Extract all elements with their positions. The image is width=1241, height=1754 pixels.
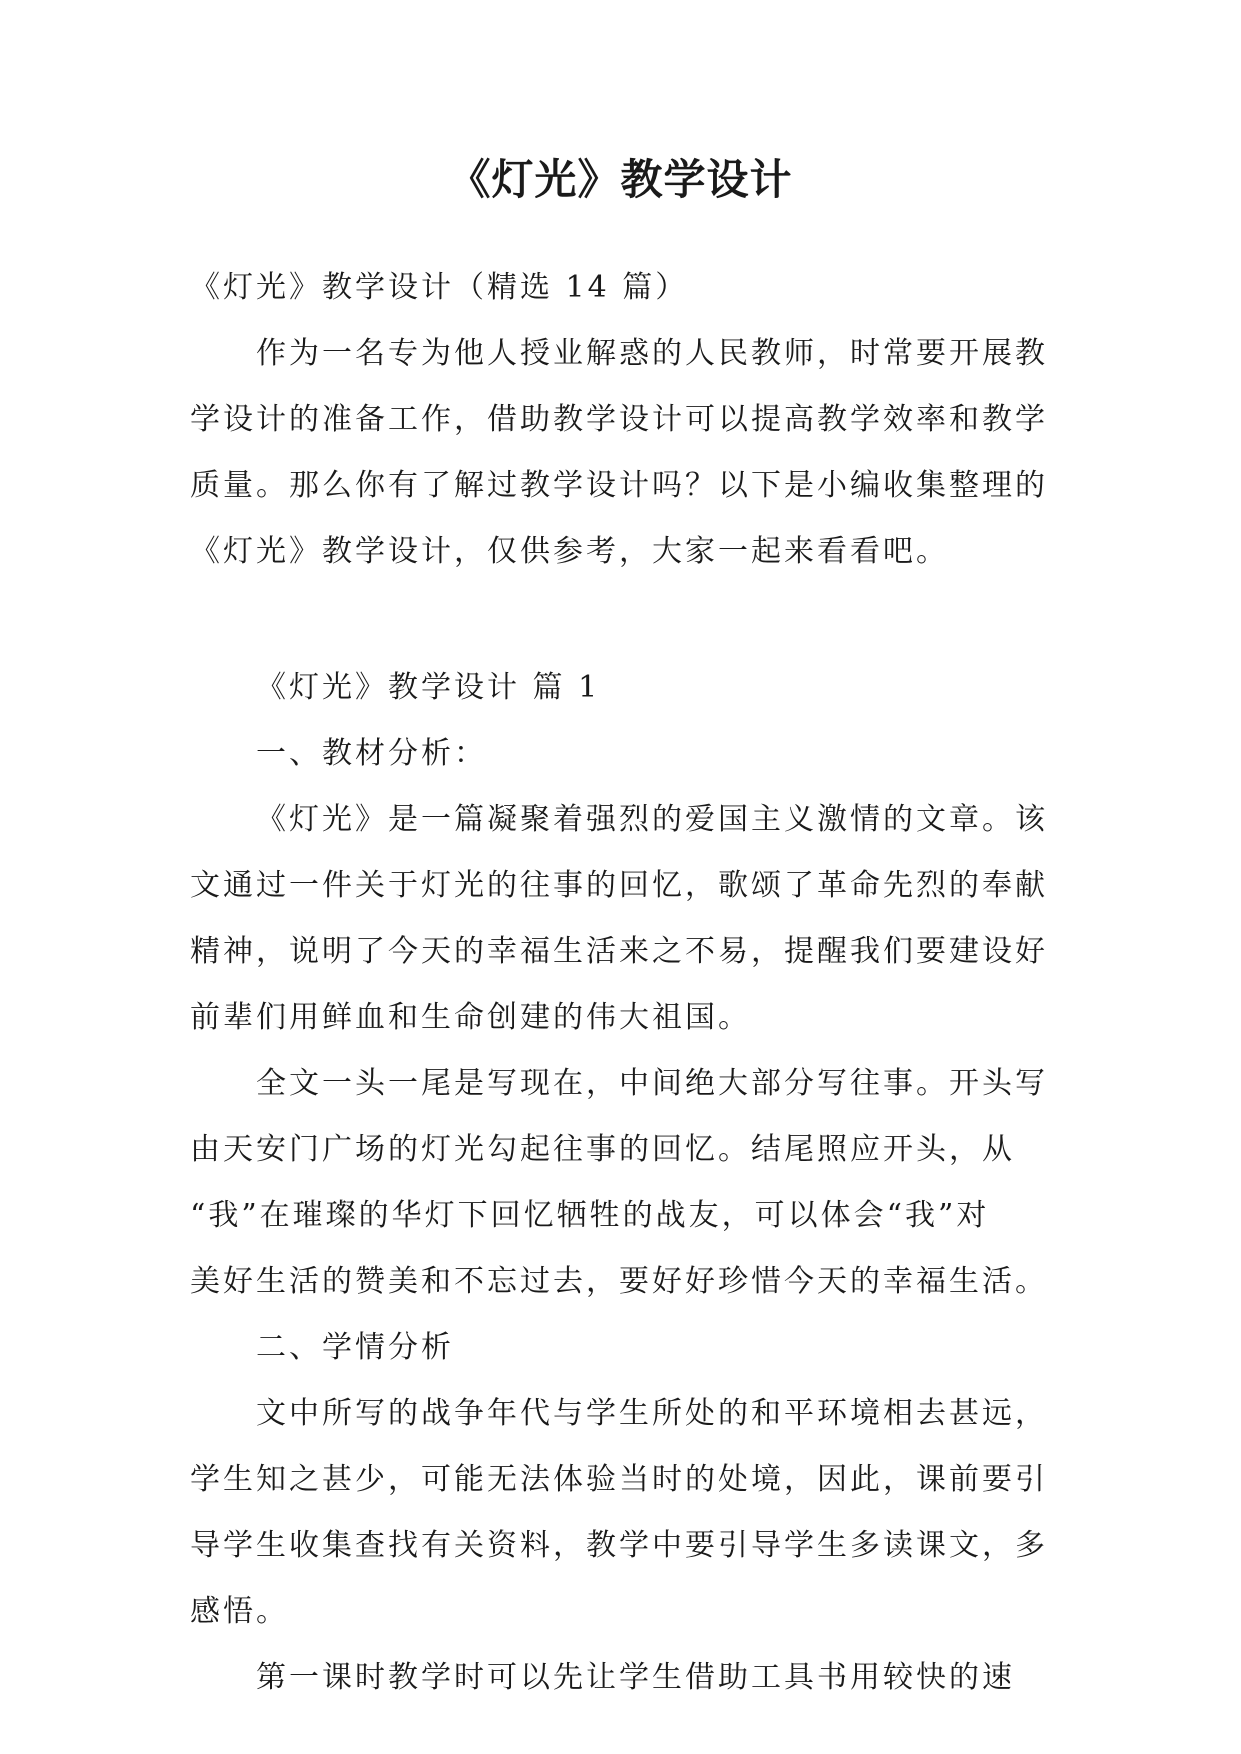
paragraph-line: 美好生活的赞美和不忘过去，要好好珍惜今天的幸福生活。: [190, 1264, 1048, 1299]
paragraph-line: 导学生收集查找有关资料，教学中要引导学生多读课文，多: [190, 1528, 1048, 1563]
paragraph-line: 第一课时教学时可以先让学生借助工具书用较快的速: [256, 1660, 1015, 1695]
heading-textbook-analysis: 一、教材分析：: [256, 736, 487, 771]
paragraph-line: 前辈们用鲜血和生命创建的伟大祖国。: [190, 1000, 751, 1035]
intro-line: 学设计的准备工作，借助教学设计可以提高教学效率和教学: [190, 402, 1048, 437]
document-title: 《灯光》教学设计: [448, 155, 793, 204]
paragraph-line: 由天安门广场的灯光勾起往事的回忆。结尾照应开头，从: [190, 1132, 1015, 1167]
paragraph-line: “我”在璀璨的华灯下回忆牺牲的战友，可以体会“我”对: [190, 1198, 990, 1233]
paragraph-line: 学生知之甚少，可能无法体验当时的处境，因此，课前要引: [190, 1462, 1048, 1497]
heading-learner-analysis: 二、学情分析: [256, 1330, 454, 1365]
paragraph-line: 文通过一件关于灯光的往事的回忆，歌颂了革命先烈的奉献: [190, 868, 1048, 903]
section-spacer: [190, 585, 1054, 655]
intro-line: 作为一名专为他人授业解惑的人民教师，时常要开展教: [256, 336, 1048, 371]
paragraph-line: 《灯光》是一篇凝聚着强烈的爱国主义激情的文章。该: [256, 802, 1048, 837]
intro-line: 质量。那么你有了解过教学设计吗？以下是小编收集整理的: [190, 468, 1048, 503]
paragraph-line: 感悟。: [190, 1594, 289, 1629]
paragraph-line: 精神，说明了今天的幸福生活来之不易，提醒我们要建设好: [190, 934, 1048, 969]
paragraph-line: 文中所写的战争年代与学生所处的和平环境相去甚远，: [256, 1396, 1048, 1431]
document-body: [190, 255, 1054, 1711]
intro-line: 《灯光》教学设计，仅供参考，大家一起来看看吧。: [190, 534, 949, 569]
subtitle: 《灯光》教学设计（精选 14 篇）: [190, 270, 689, 305]
section-heading: 《灯光》教学设计 篇 1: [256, 670, 601, 705]
paragraph-line: 全文一头一尾是写现在，中间绝大部分写往事。开头写: [256, 1066, 1048, 1101]
